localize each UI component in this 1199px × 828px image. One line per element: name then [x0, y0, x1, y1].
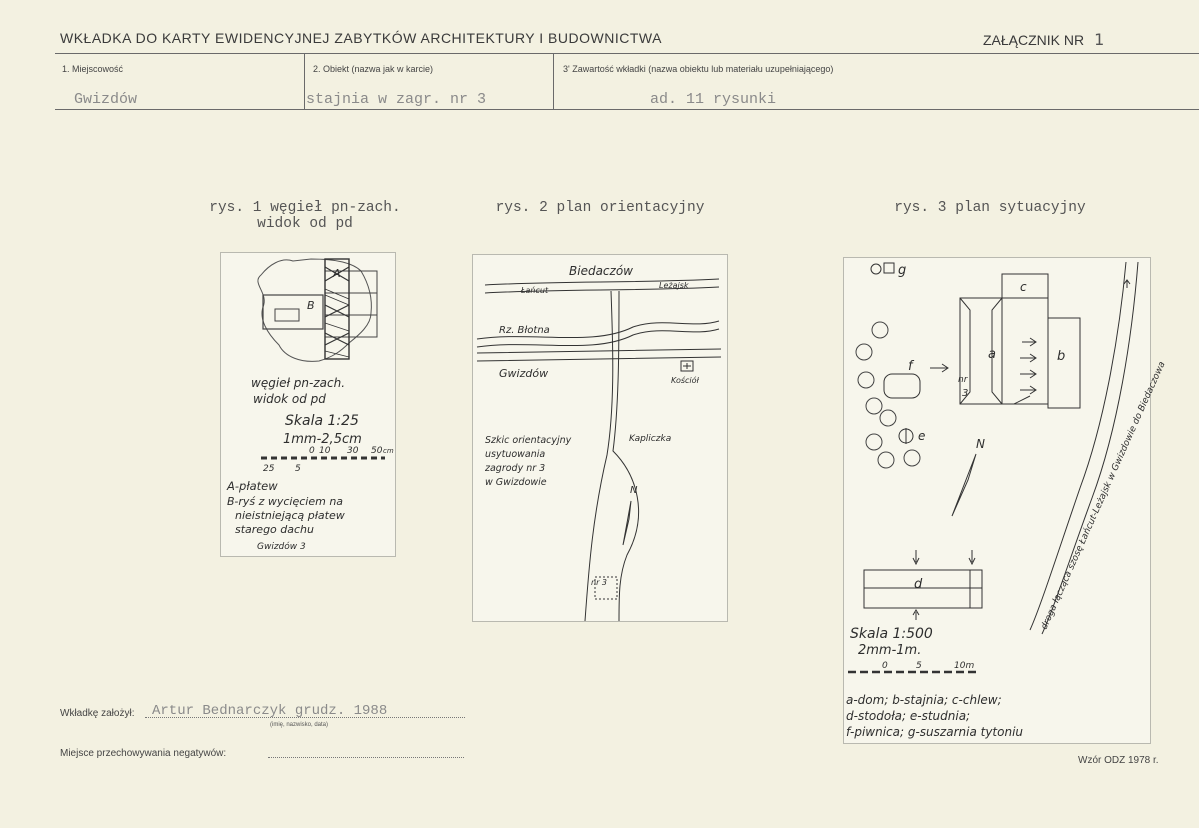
rys1-legend-3: nieistniejącą płatew: [235, 509, 345, 522]
rys3-label-g: g: [898, 263, 907, 278]
rys1-tick-10: 10: [319, 446, 331, 456]
rys1-legend-2: B-ryś z wycięciem na: [227, 495, 344, 508]
rys2-desc-2: usytuowania: [485, 449, 546, 460]
zawartosc-label: 3' Zawartość wkładki (nazwa obiektu lub materiału uzupełniającego): [563, 64, 834, 74]
rys1-label-a: A: [333, 267, 341, 280]
obiekt-value: stajnia w zagr. nr 3: [306, 91, 487, 108]
rys2-chapel: Kapliczka: [629, 434, 672, 444]
form-code: Wzór ODZ 1978 r.: [1078, 755, 1159, 766]
rys2-caption: rys. 2 plan orientacyjny: [495, 200, 705, 216]
rys2-road-left: Łańcut: [521, 286, 549, 295]
rys3-caption: rys. 3 plan sytuacyjny: [894, 200, 1086, 216]
zawartosc-value: ad. 11 rysunki: [650, 91, 777, 108]
rys1-caption: [185, 200, 425, 232]
rys3-sketch: [844, 258, 1168, 743]
rys3-road-label: droga łącząca szosę Łańcut-Leżajsk w Gwizdowie do Biedaczowa: [1039, 360, 1168, 632]
miejscowosc-value: Gwizdów: [74, 91, 138, 108]
attachment-value: 1: [1094, 30, 1105, 49]
rys3-label-nr: nr: [958, 375, 968, 385]
field-divider-2: [553, 53, 554, 109]
rys3-label-nr-value: 3: [962, 388, 969, 399]
rys1-footer: Gwizdów 3: [257, 542, 306, 552]
rys2-sketch: [473, 255, 727, 621]
storage-line: [268, 757, 464, 758]
rys3-label-c: c: [1020, 280, 1027, 294]
rys3-scale-ratio: 2mm-1m.: [858, 643, 922, 658]
rys3-tick-5: 5: [916, 661, 922, 671]
rys2-desc-4: w Gwizdowie: [485, 477, 547, 488]
rys3-scale: Skala 1:500: [850, 626, 933, 642]
rys3-label-f: f: [908, 359, 913, 374]
rys1-scale-unit: cm: [383, 447, 394, 455]
rys1-sketch: [221, 253, 395, 556]
rys2-place-top: Biedaczów: [569, 264, 633, 278]
author-value: Artur Bednarczyk grudz. 1988: [152, 703, 388, 719]
rys1-caption-line2: widok od pd: [257, 216, 353, 232]
rys1-note-2: widok od pd: [253, 392, 326, 406]
rys2-plot: nr 3: [591, 578, 607, 587]
rys1-tick-30: 30: [347, 446, 359, 456]
rys1-drawing: [220, 252, 396, 557]
rys3-label-a: a: [988, 347, 996, 362]
rys1-label-b: B: [307, 299, 315, 312]
rys2-north: N: [630, 485, 638, 496]
rys1-tick-50: 50: [371, 446, 383, 456]
rys2-desc-1: Szkic orientacyjny: [485, 435, 572, 446]
rys3-north: N: [976, 437, 985, 451]
rys2-desc-3: zagrody nr 3: [485, 463, 546, 474]
author-hint: (imię, nazwisko, data): [270, 722, 329, 728]
author-label: Wkładkę założył:: [60, 708, 135, 719]
obiekt-label: 2. Obiekt (nazwa jak w karcie): [313, 64, 434, 74]
rys3-label-d: d: [914, 577, 923, 592]
rys3-legend-1: a-dom; b-stajnia; c-chlew;: [846, 693, 1002, 707]
rys2-road-right: Leżajsk: [659, 281, 689, 290]
rys1-tick-25: 25: [263, 464, 275, 474]
rys1-scale-ratio: 1mm-2,5cm: [283, 432, 362, 447]
header-rule: [55, 53, 1199, 54]
miejscowosc-label: 1. Miejscowość: [62, 64, 124, 74]
storage-label: Miejsce przechowywania negatywów:: [60, 748, 227, 759]
rys3-tick-10: 10m: [954, 661, 975, 671]
attachment-number: [983, 30, 1104, 49]
rys1-tick-5: 5: [295, 464, 301, 474]
rys3-label-b: b: [1057, 349, 1066, 364]
rys3-legend-2: d-stodoła; e-studnia;: [846, 709, 971, 723]
rys2-drawing: [472, 254, 728, 622]
rys1-tick-0: 0: [309, 446, 315, 456]
rys2-church: Kościół: [671, 376, 699, 385]
rys3-legend-3: f-piwnica; g-suszarnia tytoniu: [846, 725, 1024, 739]
rys1-caption-line1: rys. 1 węgieł pn-zach.: [209, 200, 401, 216]
rys1-scale: Skala 1:25: [285, 413, 359, 429]
form-title: WKŁADKA DO KARTY EWIDENCYJNEJ ZABYTKÓW ARCHITEKTURY I BUDOWNICTWA: [60, 30, 662, 46]
rys1-legend-4: starego dachu: [235, 523, 314, 536]
rys2-river: Rz. Błotna: [499, 325, 550, 336]
rys2-village: Gwizdów: [499, 367, 549, 380]
rys3-tick-0: 0: [882, 661, 888, 671]
rys3-drawing: [843, 257, 1168, 744]
rys3-label-e: e: [918, 429, 926, 443]
attachment-label: ZAŁĄCZNIK NR: [983, 32, 1085, 48]
field-divider-1: [304, 53, 305, 109]
fields-rule: [55, 109, 1199, 110]
rys1-legend-1: A-płatew: [227, 479, 278, 493]
rys1-note-1: węgieł pn-zach.: [251, 376, 346, 390]
